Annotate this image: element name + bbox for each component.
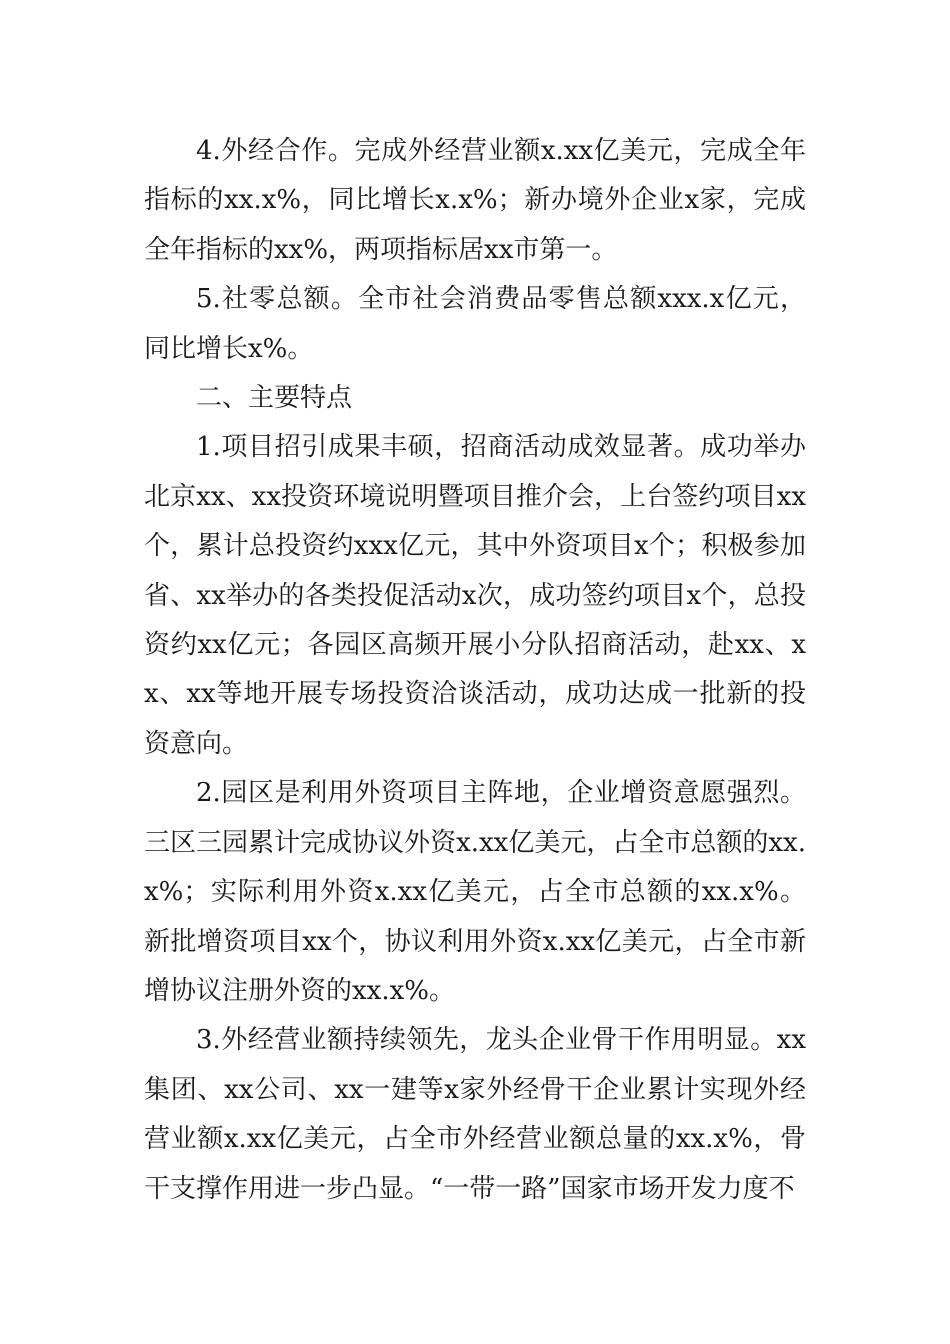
paragraph-foreign-revenue: 3.外经营业额持续领先，龙头企业骨干作用明显。xx集团、xx公司、xx一建等x家外经骨干企业累计实现外经营业额x.xx亿美元，占全市外经营业额总量的xx.x%，骨干支撑作用进一步凸显。“一带一路”国家市场开发力度不: [144, 1025, 806, 1204]
paragraph-industrial-parks: 2.园区是利用外资项目主阵地，企业增资意愿强烈。三区三园累计完成协议外资x.xx亿美元，占全市总额的xx.x%；实际利用外资x.xx亿美元，占全市总额的xx.x%。新批增资项目xx个，协议利用外资x.xx亿美元，占全市新增协议注册外资的xx.x%。: [144, 778, 806, 1006]
section-heading-main-features: 二、主要特点: [196, 383, 353, 414]
document-body: [144, 127, 806, 1214]
paragraph-retail-sales-total: 5.社零总额。全市社会消费品零售总额xxx.x亿元，同比增长x%。: [144, 284, 806, 364]
paragraph-project-investment: 1.项目招引成果丰硕，招商活动成效显著。成功举办北京xx、xx投资环境说明暨项目推介会，上台签约项目xx个，累计总投资约xxx亿元，其中外资项目x个；积极参加省、xx举办的各类投促活动x次，成功签约项目x个，总投资约xx亿元；各园区高频开展小分队招商活动，赴xx、xx、xx等地开展专场投资洽谈活动，成功达成一批新的投资意向。: [144, 432, 806, 759]
paragraph-foreign-economic-cooperation: 4.外经合作。完成外经营业额x.xx亿美元，完成全年指标的xx.x%，同比增长x.x%；新办境外企业x家，完成全年指标的xx%，两项指标居xx市第一。: [144, 136, 806, 265]
